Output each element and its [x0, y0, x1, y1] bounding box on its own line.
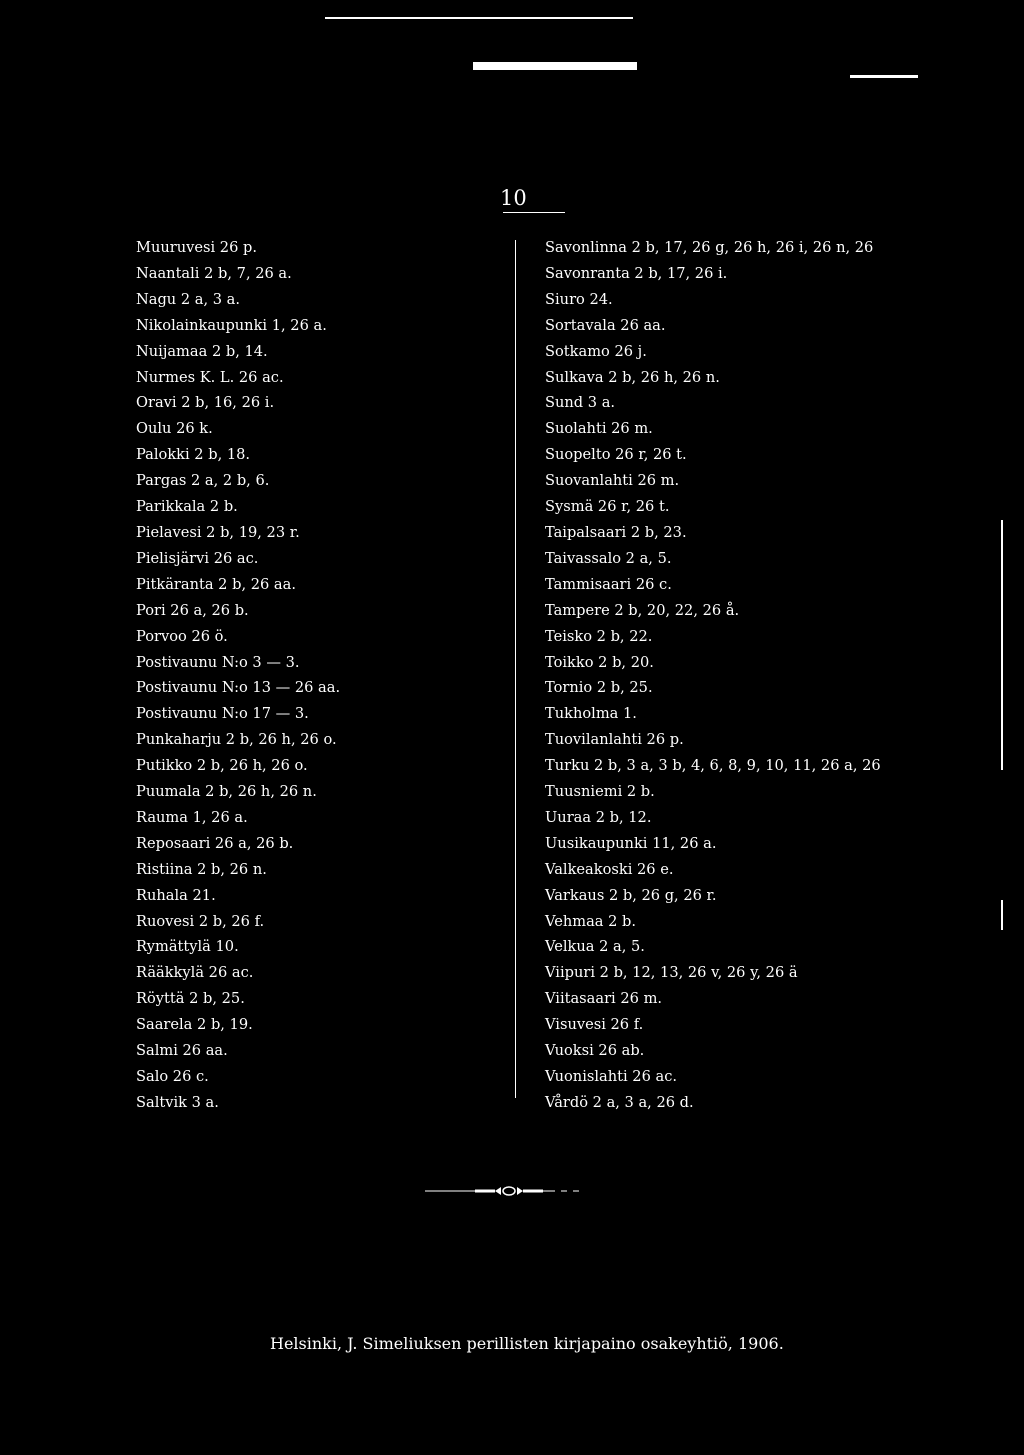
- index-entry: Reposaari 26 a, 26 b.: [136, 834, 294, 852]
- index-entry: Tammisaari 26 c.: [545, 575, 672, 593]
- index-entry: Rymättylä 10.: [136, 938, 239, 956]
- index-entry: Rauma 1, 26 a.: [136, 808, 248, 826]
- index-entry: Taipalsaari 2 b, 23.: [545, 523, 687, 541]
- index-entry: Viitasaari 26 m.: [545, 990, 663, 1008]
- page-number: 10: [500, 186, 527, 210]
- imprint-line: Helsinki, J. Simeliuksen perillisten kirjapaino osakeyhtiö, 1906.: [270, 1334, 784, 1353]
- index-entry: Vehmaa 2 b.: [545, 912, 637, 930]
- index-entry: Savonranta 2 b, 17, 26 i.: [545, 264, 728, 282]
- index-entry: Nikolainkaupunki 1, 26 a.: [136, 316, 327, 334]
- edge-mark-upper: [1001, 520, 1003, 770]
- index-entry: Vuoksi 26 ab.: [545, 1042, 645, 1060]
- index-entry: Porvoo 26 ö.: [136, 627, 228, 645]
- index-entry: Vuonislahti 26 ac.: [545, 1068, 678, 1085]
- column-divider: [515, 240, 516, 1098]
- index-entry: Ruovesi 2 b, 26 f.: [136, 912, 265, 930]
- top-right-rule: [850, 75, 918, 78]
- edge-mark-lower: [1001, 900, 1003, 930]
- index-entry: Punkaharju 2 b, 26 h, 26 o.: [136, 731, 337, 749]
- index-entry: Turku 2 b, 3 a, 3 b, 4, 6, 8, 9, 10, 11, 26 a, 26: [545, 757, 881, 775]
- top-rule: [325, 17, 633, 19]
- index-entry: Putikko 2 b, 26 h, 26 o.: [136, 757, 308, 775]
- index-entry: Salmi 26 aa.: [136, 1042, 228, 1060]
- index-entry: Uusikaupunki 11, 26 a.: [545, 834, 717, 852]
- right-column: [545, 235, 881, 1116]
- index-entry: Pielavesi 2 b, 19, 23 r.: [136, 523, 300, 541]
- index-entry: Pargas 2 a, 2 b, 6.: [136, 472, 270, 490]
- index-entry: Tuusniemi 2 b.: [545, 783, 655, 801]
- index-entry: Velkua 2 a, 5.: [545, 938, 645, 956]
- index-entry: Salo 26 c.: [136, 1068, 209, 1085]
- index-entry: Oravi 2 b, 16, 26 i.: [136, 394, 275, 412]
- index-entry: Röyttä 2 b, 25.: [136, 990, 245, 1008]
- index-entry: Postivaunu N:o 17 — 3.: [136, 705, 309, 723]
- index-entry: Valkeakoski 26 e.: [545, 860, 674, 878]
- index-entry: Tukholma 1.: [545, 705, 637, 723]
- index-entry: Visuvesi 26 f.: [545, 1016, 644, 1034]
- index-entry: Pori 26 a, 26 b.: [136, 601, 249, 619]
- index-entry: Sotkamo 26 j.: [545, 342, 647, 360]
- index-entry: Ristiina 2 b, 26 n.: [136, 860, 267, 878]
- index-entry: Varkaus 2 b, 26 g, 26 r.: [545, 886, 717, 904]
- index-entry: Pitkäranta 2 b, 26 aa.: [136, 575, 296, 593]
- index-entry: Sortavala 26 aa.: [545, 316, 666, 334]
- index-entry: Saltvik 3 a.: [136, 1093, 219, 1111]
- index-entry: Siuro 24.: [545, 290, 613, 308]
- index-entry: Rääkkylä 26 ac.: [136, 964, 254, 982]
- index-entry: Ruhala 21.: [136, 886, 216, 904]
- index-entry: Sysmä 26 r, 26 t.: [545, 498, 670, 516]
- index-entry: Viipuri 2 b, 12, 13, 26 v, 26 y, 26 ä: [545, 964, 798, 982]
- index-entry: Suopelto 26 r, 26 t.: [545, 446, 687, 464]
- top-bar-rule: [473, 62, 637, 70]
- ornament-divider: [425, 1183, 585, 1199]
- page-number-underline: [503, 212, 565, 213]
- index-entry: Sulkava 2 b, 26 h, 26 n.: [545, 368, 720, 386]
- index-entry: Muuruvesi 26 p.: [136, 239, 257, 256]
- index-entry: Naantali 2 b, 7, 26 a.: [136, 264, 292, 282]
- index-entry: Suolahti 26 m.: [545, 420, 653, 438]
- index-entry: Oulu 26 k.: [136, 420, 213, 438]
- index-entry: Postivaunu N:o 3 — 3.: [136, 653, 300, 671]
- index-entry: Nagu 2 a, 3 a.: [136, 290, 241, 308]
- index-entry: Uuraa 2 b, 12.: [545, 808, 652, 826]
- index-entry: Nuijamaa 2 b, 14.: [136, 342, 268, 360]
- index-entry: Puumala 2 b, 26 h, 26 n.: [136, 783, 317, 801]
- index-entry: Taivassalo 2 a, 5.: [545, 549, 672, 567]
- index-entry: Saarela 2 b, 19.: [136, 1016, 253, 1034]
- left-column: [136, 235, 340, 1116]
- index-entry: Vårdö 2 a, 3 a, 26 d.: [545, 1093, 694, 1111]
- index-entry: Tampere 2 b, 20, 22, 26 å.: [545, 601, 740, 619]
- index-entry: Tornio 2 b, 25.: [545, 679, 653, 697]
- index-entry: Pielisjärvi 26 ac.: [136, 549, 259, 567]
- index-entry: Nurmes K. L. 26 ac.: [136, 368, 284, 386]
- index-entry: Tuovilanlahti 26 p.: [545, 731, 684, 749]
- index-entry: Teisko 2 b, 22.: [545, 627, 653, 645]
- index-entry: Postivaunu N:o 13 — 26 aa.: [136, 679, 341, 697]
- index-entry: Savonlinna 2 b, 17, 26 g, 26 h, 26 i, 26 n, 26: [545, 239, 874, 256]
- index-entry: Parikkala 2 b.: [136, 498, 238, 516]
- index-entry: Sund 3 a.: [545, 394, 616, 412]
- index-entry: Toikko 2 b, 20.: [545, 653, 654, 671]
- index-entry: Palokki 2 b, 18.: [136, 446, 251, 464]
- index-entry: Suovanlahti 26 m.: [545, 472, 680, 490]
